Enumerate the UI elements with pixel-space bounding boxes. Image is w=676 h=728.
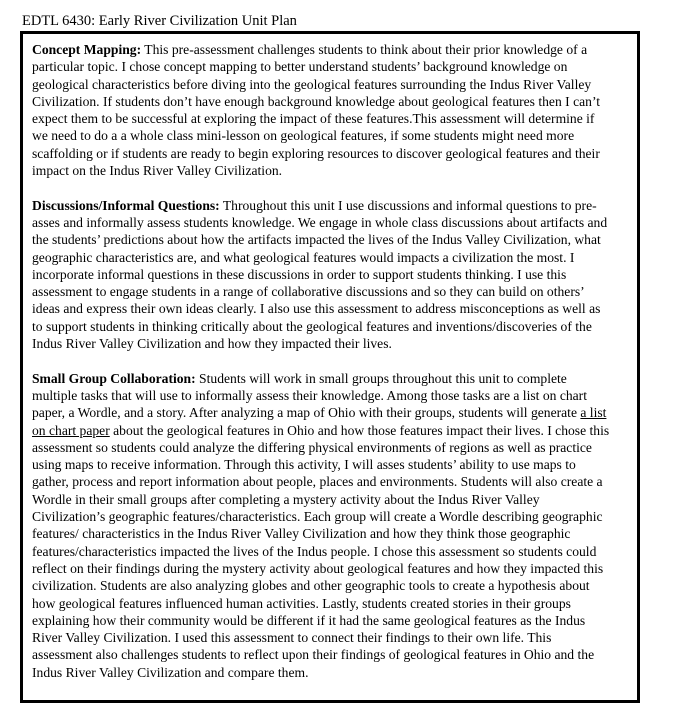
assessment-descriptions: [32, 41, 628, 681]
paragraph-line: incorporate informal questions in these discussions in order to support students thinking. I use this: [32, 266, 567, 282]
paragraph-line: scaffolding or if students are ready to begin exploring resources to discover geological features and their: [32, 145, 600, 161]
paragraph-line: geographic characteristics are, and what geological features would impacts a civilization the most. I: [32, 249, 575, 265]
paragraph-line: River Valley Civilization. I used this assessment to connect their findings to their own life. This: [32, 630, 552, 646]
underlined-phrase: a list: [580, 405, 607, 421]
paragraph-line: Indus River Valley Civilization and compare them.: [32, 664, 309, 680]
section-first-line: [32, 197, 628, 214]
paragraph-line: reflect on their findings during the mystery activity about geological features and how they impacted this: [32, 560, 604, 576]
paragraph-line: [32, 422, 628, 439]
paragraph-line: Indus River Valley Civilization and how they impacted their lives.: [32, 336, 392, 352]
small-group-section: [32, 370, 628, 681]
paragraph-line: [32, 404, 628, 421]
paragraph-text: Throughout this unit I use discussions and informal questions to pre-: [219, 197, 597, 213]
section-first-line: [32, 41, 628, 58]
paragraph-line: multiple tasks that will use to informally assess their knowledge. Among those tasks are a list on chart: [32, 387, 587, 403]
section-first-line: [32, 370, 628, 387]
underlined-phrase: on chart paper: [32, 422, 110, 438]
paragraph-line: assessment also challenges students to reflect upon their findings of geological features in Ohio and the: [32, 647, 595, 663]
paragraph-line: assessment to engage students in a range of collaborative discussions and so they can build on others’: [32, 284, 585, 300]
paragraph-line: civilization. Students are also analyzing globes and other geographic tools to create a hypothesis about: [32, 578, 590, 594]
paragraph-text: Students will work in small groups throughout this unit to complete: [195, 370, 567, 386]
paragraph-line: to support students in thinking critically about the geological features and inventions/discoveries of the: [32, 318, 592, 334]
paragraph-text: paper, a Wordle, and a story. After analyzing a map of Ohio with their groups, students will generate: [32, 405, 581, 421]
paragraph-line: assessment so students could analyze the differing physical environments of regions as well as practice: [32, 439, 592, 455]
paragraph-line: gather, process and report information about people, places and environments. Students will also create a: [32, 474, 603, 490]
section-heading: Concept Mapping:: [32, 42, 142, 57]
paragraph-line: particular topic. I chose concept mapping to better understand students’ background knowledge on: [32, 59, 568, 75]
concept-mapping-section: [32, 41, 628, 179]
paragraph-line: Wordle in their small groups after completing a mystery activity about the Indus River Valley: [32, 491, 540, 507]
paragraph-line: impact on the Indus River Valley Civilization.: [32, 163, 283, 179]
section-heading: Discussions/Informal Questions:: [32, 197, 220, 213]
paragraph-line: ideas and express their own ideas clearly. I also use this assessment to address misconceptions as well as: [32, 301, 601, 317]
paragraph-line: expect them to be successful at exploring the impact of these features.This assessment will determine if: [32, 111, 595, 127]
paragraph-line: asses and informally assess students knowledge. We engage in whole class discussions about artifacts and: [32, 214, 608, 230]
section-heading: Small Group Collaboration:: [32, 370, 196, 386]
discussions-section: [32, 197, 628, 353]
paragraph-line: features/ characteristics in the Indus River Valley Civilization and how they think those geographic: [32, 526, 571, 542]
paragraph-line: the students’ predictions about how the artifacts impacted the lives of the Indus Valley Civilization, what: [32, 232, 601, 248]
paragraph-line: features/characteristics impacted the lives of the Indus people. I chose this assessment so students could: [32, 543, 597, 559]
document-header: EDTL 6430: Early River Civilization Unit Plan: [22, 13, 297, 29]
paragraph-line: Civilization. If students don’t have enough background knowledge about geological features then I can’t: [32, 93, 601, 109]
paragraph-line: how geological features influenced human activities. Lastly, students created stories in their groups: [32, 595, 571, 611]
paragraph-text: This pre-assessment challenges students to think about their prior knowledge of a: [141, 42, 588, 57]
paragraph-line: we need to do a a whole class mini-lesson on geological features, if some students might need more: [32, 128, 575, 144]
unit-plan-box: [20, 31, 640, 703]
paragraph-line: Civilization’s geographic features/characteristics. Each group will create a Wordle describing geographic: [32, 509, 603, 525]
paragraph-line: explaining how their community would be different if it had the same geological features as the Indus: [32, 612, 586, 628]
paragraph-line: geological characteristics before diving into the geological features surrounding the Indus River Valley: [32, 76, 592, 92]
paragraph-text: about the geological features in Ohio and how those features impact their lives. I chose this: [109, 422, 610, 438]
paragraph-line: using maps to receive information. Through this activity, I will asses students’ ability to use maps to: [32, 457, 576, 473]
